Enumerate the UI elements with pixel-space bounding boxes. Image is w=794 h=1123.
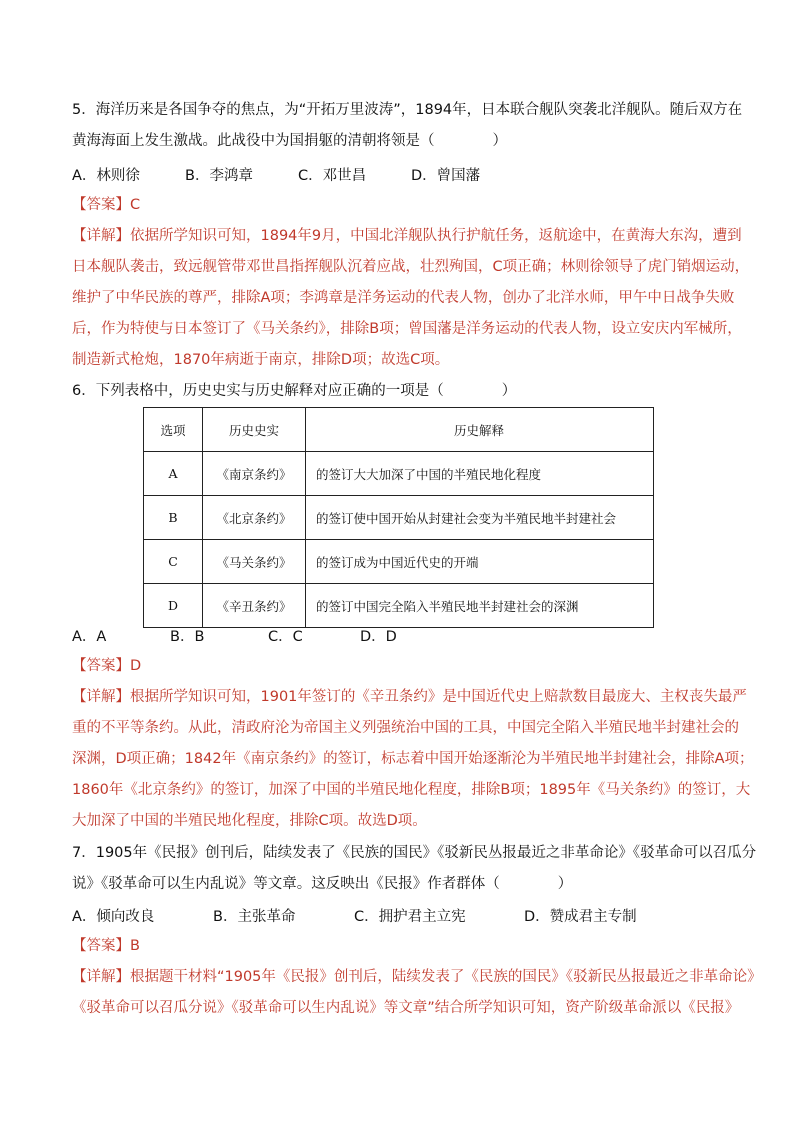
q7-stem-line-1: 7．1905年《民报》创刊后，陆续发表了《民族的国民》《驳新民丛报最近之非革命论》《驳革命可以召瓜分 bbox=[72, 845, 757, 861]
q6-analysis-label: 【详解】 bbox=[72, 689, 130, 705]
q5-stem-line-1: 5．海洋历来是各国争夺的焦点，为“开拓万里波涛”，1894年，日本联合舰队突袭北洋舰队。随后双方在 bbox=[72, 102, 743, 118]
table-cell-fact: 《马关条约》 bbox=[203, 540, 306, 584]
table-row bbox=[144, 584, 654, 628]
q5-option-c: C．邓世昌 bbox=[298, 168, 367, 184]
q6-stem: 6．下列表格中，历史史实与历史解释对应正确的一项是（ ） bbox=[72, 383, 517, 399]
table-cell-option: A bbox=[144, 452, 203, 496]
q6-answer bbox=[72, 656, 141, 676]
q5-analysis-line-4: 后，作为特使与日本签订了《马关条约》，排除B项；曾国藩是洋务运动的代表人物，设立安庆内军械所， bbox=[72, 321, 742, 337]
q6-analysis-line-4: 1860年《北京条约》的签订，加深了中国的半殖民地化程度，排除B项；1895年《马关条约》的签订，大 bbox=[72, 782, 751, 798]
q6-option-c: C．C bbox=[268, 629, 303, 645]
table-cell-fact: 《辛丑条约》 bbox=[203, 584, 306, 628]
table-cell-fact: 《南京条约》 bbox=[203, 452, 306, 496]
table-cell-explanation: 的签订中国完全陷入半殖民地半封建社会的深渊 bbox=[306, 584, 654, 628]
q6-analysis-line-3: 深渊，D项正确；1842年《南京条约》的签订，标志着中国开始逐渐沦为半殖民地半封建社会，排除A项； bbox=[72, 751, 754, 767]
q5-option-b: B．李鸿章 bbox=[185, 168, 253, 184]
table-header-fact: 历史史实 bbox=[203, 408, 306, 452]
table-header-explanation: 历史解释 bbox=[306, 408, 654, 452]
q5-answer bbox=[72, 195, 140, 215]
q5-analysis-line-5: 制造新式枪炮，1870年病逝于南京，排除D项；故选C项。 bbox=[72, 352, 450, 368]
q6-option-b: B．B bbox=[170, 629, 205, 645]
q7-option-d: D．赞成君主专制 bbox=[524, 909, 637, 925]
table-row bbox=[144, 540, 654, 584]
table-cell-explanation: 的签订使中国开始从封建社会变为半殖民地半封建社会 bbox=[306, 496, 654, 540]
q5-analysis-line-2: 日本舰队袭击，致远舰管带邓世昌指挥舰队沉着应战，壮烈殉国，C项正确；林则徐领导了虎门销烟运动， bbox=[72, 259, 750, 275]
table-header-row bbox=[144, 408, 654, 452]
table-cell-explanation: 的签订成为中国近代史的开端 bbox=[306, 540, 654, 584]
table-cell-option: B bbox=[144, 496, 203, 540]
table-row bbox=[144, 452, 654, 496]
q6-analysis-text-1: 根据所学知识可知，1901年签订的《辛丑条约》是中国近代史上赔款数目最庞大、主权丧失最严 bbox=[130, 689, 747, 705]
table-cell-explanation: 的签订大大加深了中国的半殖民地化程度 bbox=[306, 452, 654, 496]
q5-analysis-line-1 bbox=[72, 226, 742, 246]
q5-analysis-label: 【详解】 bbox=[72, 228, 130, 244]
q7-answer-value: B bbox=[130, 938, 140, 954]
q7-analysis-line-2: 《驳革命可以召瓜分说》《驳革命可以生内乱说》等文章”结合所学知识可知，资产阶级革命派以《民报》 bbox=[72, 1000, 740, 1016]
table-header-option: 选项 bbox=[144, 408, 203, 452]
q6-option-a: A．A bbox=[72, 629, 107, 645]
q6-answer-value: D bbox=[130, 658, 142, 674]
q6-answer-label: 【答案】 bbox=[72, 658, 130, 674]
table-row bbox=[144, 496, 654, 540]
q5-answer-label: 【答案】 bbox=[72, 197, 130, 213]
q7-answer bbox=[72, 936, 140, 956]
q7-analysis-line-1 bbox=[72, 967, 762, 987]
q5-option-d: D．曾国藩 bbox=[411, 168, 481, 184]
q7-analysis-text-1: 根据题干材料“1905年《民报》创刊后，陆续发表了《民族的国民》《驳新民丛报最近之非革命论》 bbox=[130, 969, 762, 985]
q5-analysis-text-1: 依据所学知识可知，1894年9月，中国北洋舰队执行护航任务，返航途中，在黄海大东沟，遭到 bbox=[130, 228, 742, 244]
q7-stem-line-2: 说》《驳革命可以生内乱说》等文章。这反映出《民报》作者群体（ ） bbox=[72, 876, 573, 892]
q5-analysis-line-3: 维护了中华民族的尊严，排除A项；李鸿章是洋务运动的代表人物，创办了北洋水师，甲午中日战争失败 bbox=[72, 290, 735, 306]
q5-option-a: A．林则徐 bbox=[72, 168, 140, 184]
q6-analysis-line-2: 重的不平等条约。从此，清政府沦为帝国主义列强统治中国的工具，中国完全陷入半殖民地半封建社会的 bbox=[72, 720, 739, 736]
table-cell-option: C bbox=[144, 540, 203, 584]
q5-stem-line-2: 黄海海面上发生激战。此战役中为国捐躯的清朝将领是（ ） bbox=[72, 133, 507, 149]
q7-option-a: A．倾向改良 bbox=[72, 909, 155, 925]
q7-answer-label: 【答案】 bbox=[72, 938, 130, 954]
table-cell-fact: 《北京条约》 bbox=[203, 496, 306, 540]
q7-option-b: B．主张革命 bbox=[213, 909, 296, 925]
q5-answer-value: C bbox=[130, 197, 141, 213]
table-cell-option: D bbox=[144, 584, 203, 628]
q7-option-c: C．拥护君主立宪 bbox=[354, 909, 466, 925]
history-table bbox=[143, 407, 654, 628]
q7-analysis-label: 【详解】 bbox=[72, 969, 130, 985]
q6-option-d: D．D bbox=[360, 629, 397, 645]
q6-analysis-line-5: 大加深了中国的半殖民地化程度，排除C项。故选D项。 bbox=[72, 813, 427, 829]
q6-analysis-line-1 bbox=[72, 687, 747, 707]
